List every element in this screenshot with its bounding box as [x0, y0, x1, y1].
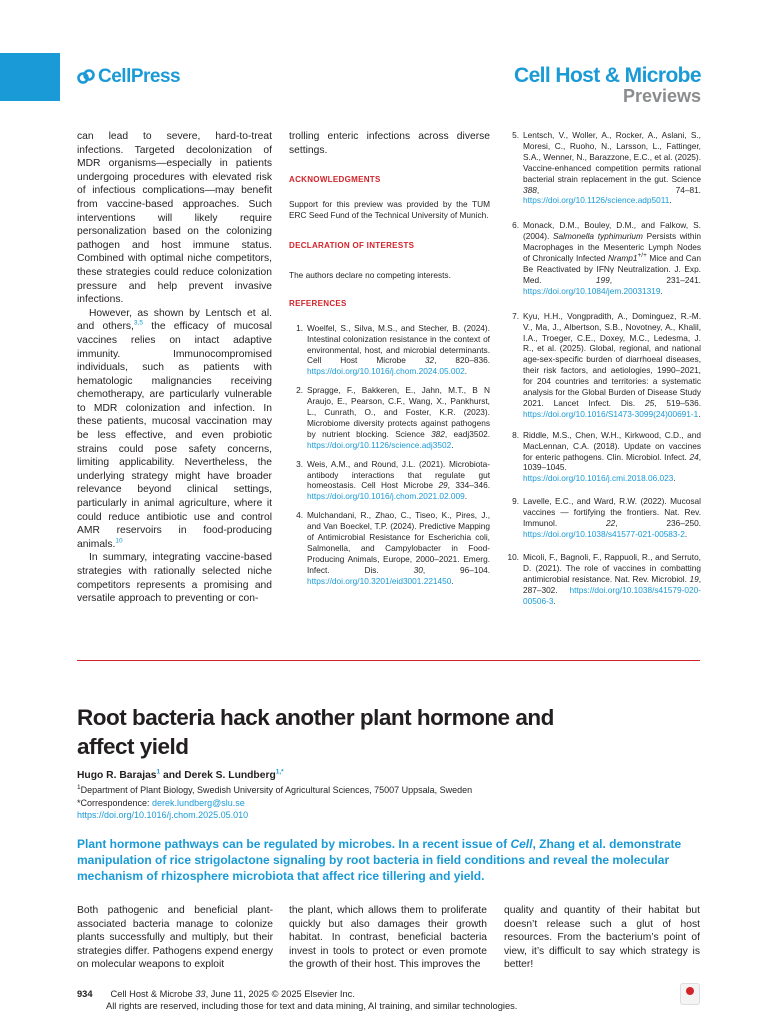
author-line	[77, 770, 284, 781]
reference-number: 1.	[296, 322, 303, 333]
reference-number: 8.	[512, 429, 519, 440]
reference-number: 5.	[512, 130, 519, 140]
reference-item	[505, 430, 701, 485]
reference-item	[505, 496, 701, 540]
reference-text: Woelfel, S., Silva, M.S., and Stecher, B. (2024). Intestinal colonization resistance in the context of environmental, host, and microbial determinants. Cell Host Microbe 32, 820–836. https://doi.org/10.1016/j.chom.2024.05.002.	[307, 322, 491, 377]
reference-text: Riddle, M.S., Chen, W.H., Kirkwood, C.D., and MacLennan, C.A. (2018). Update on vaccines for enteric pathogens. Clin. Microbiol. Infect. 24, 1039–1045. https://doi.org/10.1016/j.cmi.2018.06.023.	[523, 429, 701, 484]
article-body-column-middle: the plant, which allows them to proliferate quickly but also damages their growth habitat. In contrast, beneficial bacteria invest in tools to protect or even promote the growth of their host. This improves the	[289, 905, 487, 971]
reference-item	[505, 130, 701, 206]
text-run: and	[160, 770, 185, 781]
cellpress-logo-icon	[77, 69, 95, 85]
paragraph	[77, 307, 272, 552]
reference-doi-link[interactable]: https://doi.org/10.1084/jem.20031319	[523, 285, 661, 296]
page-number: 934	[77, 989, 93, 999]
affiliation-block	[77, 784, 472, 822]
footer-citation-line: 934 Cell Host & Microbe 33, June 11, 2025 © 2025 Elsevier Inc.	[77, 989, 355, 999]
reference-doi-link[interactable]: https://doi.org/10.1016/j.chom.2021.02.009	[307, 491, 465, 502]
reference-doi-link[interactable]: https://doi.org/10.1016/j.chom.2024.05.002	[307, 366, 465, 377]
reference-text: Monack, D.M., Bouley, D.M., and Falkow, S. (2004). Salmonella typhimurium Persists within Macrophages in the Mesenteric Lymph Nodes of Chronically Infected Nramp1+/+ Mice and Can Be Reactivated by IFNγ Neutralization. J. Exp. Med. 199, 231–241. https://doi.org/10.1084/jem.20031319.	[523, 220, 701, 296]
journal-title: Cell Host & Microbe	[514, 64, 701, 87]
reference-doi-link[interactable]: https://doi.org/10.1038/s41577-021-00583-2	[523, 529, 685, 539]
preview-column-left	[77, 130, 272, 606]
paragraph: In summary, integrating vaccine-based strategies with rationally selected niche competitors represents a promising and versatile approach to preventing or con-	[77, 552, 272, 605]
reference-text: Mulchandani, R., Zhao, C., Tiseo, K., Pires, J., and Van Boeckel, T.P. (2024). Predictive Mapping of Antimicrobial Resistance for Escherichia coli, Salmonella, and Campylobacter in Food-Producing Animals, Europe, 2000–2021. Emerg. Infect. Dis. 30, 96–104. https://doi.org/10.3201/eid3001.221450.	[307, 510, 490, 586]
reference-number: 2.	[296, 385, 303, 396]
interests-heading: DECLARATION OF INTERESTS	[289, 240, 415, 250]
check-for-updates-icon[interactable]	[680, 983, 700, 1005]
correspondence-email-link[interactable]: derek.lundberg@slu.se	[152, 797, 245, 808]
author-name: Derek S. Lundberg	[184, 770, 276, 781]
acknowledgments-text: Support for this preview was provided by the TUM ERC Seed Fund of the Technical University of Munich.	[289, 198, 490, 220]
preview-column-middle	[289, 130, 490, 595]
reference-list	[289, 323, 490, 587]
reference-item	[289, 323, 490, 378]
reference-doi-link[interactable]: https://doi.org/10.1016/S1473-3099(24)00691-1	[523, 408, 699, 419]
citation-superscript[interactable]: 10	[115, 537, 123, 545]
reference-doi-link[interactable]: https://doi.org/10.1126/science.adp5011	[523, 195, 670, 206]
reference-doi-link[interactable]: https://doi.org/10.3201/eid3001.221450	[307, 575, 452, 586]
paragraph: can lead to severe, hard-to-treat infections. Targeted decolonization of MDR organisms—especially in patients undergoing procedures with elevated risk of infectious complications—may benefit from vaccine-based approaches. Such interventions will likely require personalization based on the colonizing pathogen and host immune status. Combined with optimal niche competitors, these strategies could reduce colonization pressure and help prevent invasive infections.	[77, 131, 272, 306]
reference-text: Lavelle, E.C., and Ward, R.W. (2022). Mucosal vaccines — fortifying the frontiers. Nat. Rev. Immunol. 22, 236–250. https://doi.org/10.1038/s41577-021-00583-2.	[523, 496, 701, 539]
reference-text: Lentsch, V., Woller, A., Rocker, A., Aslani, S., Moresi, C., Ruoho, N., Larsson, L., Fattinger, S.A., Wenner, N., Barazzone, E.C., et al. (2025). Vaccine-enhanced competition permits rational bacterial strain replacement in the gut. Science 388, 74–81. https://doi.org/10.1126/science.adp5011.	[523, 130, 701, 206]
article-body-column-right: quality and quantity of their habitat but doesn’t release such a glut of host resources. From the bacterium’s point of view, it’s difficult to say which strategy is better!	[504, 905, 700, 971]
reference-doi-link[interactable]: https://doi.org/10.1038/s41579-020-00506-3	[523, 584, 701, 606]
reference-doi-link[interactable]: https://doi.org/10.1016/j.cmi.2018.06.023	[523, 473, 674, 484]
reference-number: 10.	[507, 551, 519, 562]
reference-item	[289, 459, 490, 503]
text-run: the efficacy of mucosal vaccines relies on intact adaptive immunity. Immunocompromised individuals, such as patients with hematologic malignancies receiving chemotherapy, are particularly vulnerable to MDR colonization and infection. In these patients, mucosal vaccination may be less effective, and even probiotic strains could pose safety concerns, limiting applicability. Nevertheless, the underlying strategy might have broader relevance beyond clinical settings, particularly in animal agriculture, where it could reduce antibiotic use and control AMR reservoirs in food-producing animals.	[77, 321, 272, 550]
reference-text: Kyu, H.H., Vongpradith, A., Dominguez, R.-M. V., Ma, J., Albertson, S.B., Novotney, A., Khalil, I.A., Troeger, C.E., Doxey, M.C., Ledesma, J. R., et al. (2025). Global, regional, and national age-sex-specific burden of diarrhoeal diseases, their risk factors, and aetiologies, 1990–2021, for 204 countries and territories: a systematic analysis for the Global Burden of Disease Study 2021. Lancet Infect. Dis. 25, 519–536. https://doi.org/10.1016/S1473-3099(24)00691-1.	[523, 310, 702, 419]
author-name: Hugo R. Barajas	[77, 770, 157, 781]
cellpress-logo[interactable]	[77, 66, 180, 88]
reference-item	[505, 311, 701, 420]
footer-rights-line: All rights are reserved, including those for text and data mining, AI training, and similar technologies.	[106, 1000, 518, 1011]
preview-column-right	[505, 130, 701, 614]
reference-text: Spragge, F., Bakkeren, E., Jahn, M.T., B N Araujo, E., Pearson, C.F., Wang, X., Pankhurst, L., Cunrath, O., and Foster, K.R. (2023). Microbiome diversity protects against pathogens by nutrient blocking. Science 382, eadj3502. https://doi.org/10.1126/science.adj3502.	[307, 385, 490, 450]
reference-item	[289, 385, 490, 450]
article-title: Root bacteria hack another plant hormone and affect yield	[77, 705, 554, 759]
article-doi-link[interactable]: https://doi.org/10.1016/j.chom.2025.05.010	[77, 810, 249, 820]
reference-text: Weis, A.M., and Round, J.L. (2021). Microbiota-antibody interactions that regulate gut homeostasis. Cell Host Microbe 29, 334–346. https://doi.org/10.1016/j.chom.2021.02.009.	[307, 458, 491, 502]
citation-superscript[interactable]: 3,5	[133, 319, 143, 327]
reference-number: 4.	[296, 510, 303, 521]
correspondence-line: *Correspondence: derek.lundberg@slu.se	[77, 797, 245, 808]
paragraph: trolling enteric infections across diverse settings.	[289, 131, 490, 156]
acknowledgments-heading: ACKNOWLEDGMENTS	[289, 175, 381, 185]
affiliation-superscript[interactable]: 1,*	[275, 768, 284, 776]
article-divider	[77, 660, 700, 661]
reference-item	[505, 552, 701, 607]
text-run: However, as shown by Lentsch et al. and others,	[77, 307, 272, 333]
header-color-bar	[0, 53, 60, 101]
publisher-name: CellPress	[98, 66, 181, 87]
reference-number: 3.	[296, 458, 303, 469]
article-body-column-left: Both pathogenic and beneficial plant-associated bacteria manage to colonize plants successfully and multiply, but their strategies differ. Pathogens expend energy on molecular weapons to exploit	[77, 905, 273, 971]
interests-text: The authors declare no competing interests.	[289, 270, 451, 281]
section-label: Previews	[622, 86, 701, 106]
affiliation-superscript[interactable]: 1	[156, 768, 161, 776]
article-abstract: Plant hormone pathways can be regulated by microbes. In a recent issue of Cell, Zhang et al. demonstrate manipulation of rice strigolactone signaling by root bacteria in field conditions and reveal the molecular mechanism of rhizosphere microbiota that affect rice tillering and yield.	[77, 837, 682, 883]
reference-number: 9.	[512, 496, 519, 507]
reference-doi-link[interactable]: https://doi.org/10.1126/science.adj3502	[307, 439, 452, 450]
reference-text: Micoli, F., Bagnoli, F., Rappuoli, R., and Serruto, D. (2021). The role of vaccines in combatting antimicrobial resistance. Nat. Rev. Microbiol. 19, 287–302. https://doi.org/10.1038/s41579-020-00506-3.	[523, 551, 701, 606]
reference-item	[505, 220, 701, 296]
reference-list	[505, 130, 701, 606]
references-heading: REFERENCES	[289, 299, 347, 309]
reference-number: 6.	[512, 220, 519, 231]
reference-item	[289, 510, 490, 586]
reference-number: 7.	[512, 310, 519, 321]
affiliation-line: $^1$Department of Plant Biology, Swedish University of Agricultural Sciences, 75007 Uppsala, Sweden	[77, 784, 473, 795]
page-footer	[77, 989, 517, 1012]
